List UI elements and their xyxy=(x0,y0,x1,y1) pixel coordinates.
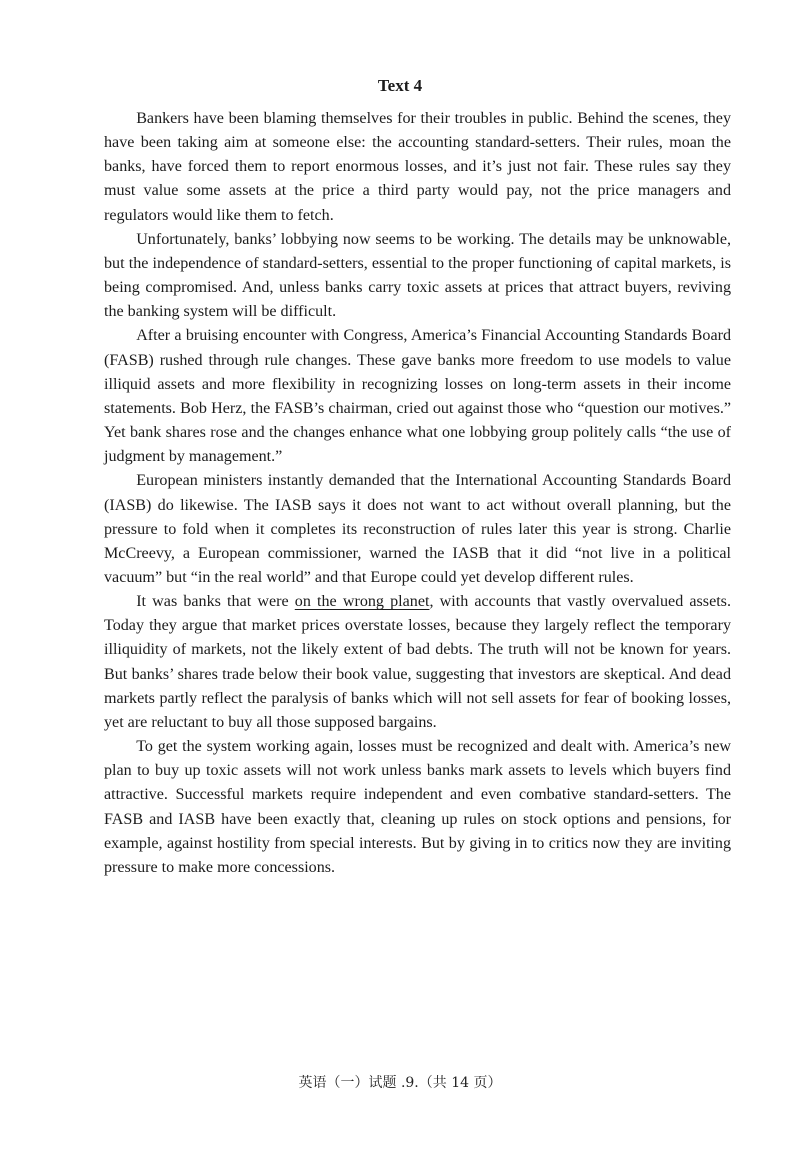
text-title: Text 4 xyxy=(377,76,423,95)
paragraph-1: Bankers have been blaming themselves for their troubles in public. Behind the scenes, they have been taking aim at someone else: the accounting standard-setters. Their rules, moan the banks, have forced them to report enormous losses, and it’s just not fair. These rules say they must value some assets at the price a third party would pay, not the price managers and regulators would like them to fetch. xyxy=(104,110,731,224)
passage-body xyxy=(104,107,731,880)
paragraph-2: Unfortunately, banks’ lobbying now seems to be working. The details may be unknowable, but the independence of standard-setters, essential to the proper functioning of capital markets, is being compromised. And, unless banks carry toxic assets at prices that attract buyers, reviving the banking system will be difficult. xyxy=(104,230,731,321)
paragraph-4: European ministers instantly demanded that the International Accounting Standards Board (IASB) do likewise. The IASB says it does not want to act without overall planning, but the pressure to fold when it completes its reconstruction of rules later this year is strong. Charlie McCreevy, a European commissioner, warned the IASB that it did “not live in a political vacuum” but “in the real world” and that Europe could yet develop different rules. xyxy=(104,472,731,586)
paragraph-6: To get the system working again, losses must be recognized and dealt with. America’s new plan to buy up toxic assets will not work unless banks mark assets to levels which buyers find attractive. Successful markets require independent and even combative standard-setters. The FASB and IASB have been exactly that, cleaning up rules on stock options and pensions, for example, against hostility from special interests. But by giving in to critics now they are inviting pressure to make more concessions. xyxy=(104,738,731,876)
underlined-phrase: on the wrong planet xyxy=(294,593,430,611)
paragraph-3: After a bruising encounter with Congress, America’s Financial Accounting Standards Board (FASB) rushed through rule changes. These gave banks more freedom to use models to value illiquid assets and more flexibility in recognizing losses on long-term assets in their income statements. Bob Herz, the FASB’s chairman, cried out against those who “question our motives.” Yet bank shares rose and the changes enhance what one lobbying group politely calls “the use of judgment by management.” xyxy=(104,327,731,466)
paragraph-5 xyxy=(104,590,731,735)
paragraph-5-start: It was banks that were xyxy=(136,593,295,611)
page-footer: 英语（一）试题 .9.（共 14 页） xyxy=(298,1075,502,1091)
paragraph-5-end: , with accounts that vastly overvalued assets. Today they argue that market prices overstate losses, because they largely reflect the temporary illiquidity of markets, not the likely extent of bad debts. The truth will not be known for years. But banks’ shares trade below their book value, suggesting that investors are skeptical. And dead markets partly reflect the paralysis of banks which will not sell assets for fear of booking losses, yet are reluctant to buy all those supposed bargains. xyxy=(104,593,731,731)
